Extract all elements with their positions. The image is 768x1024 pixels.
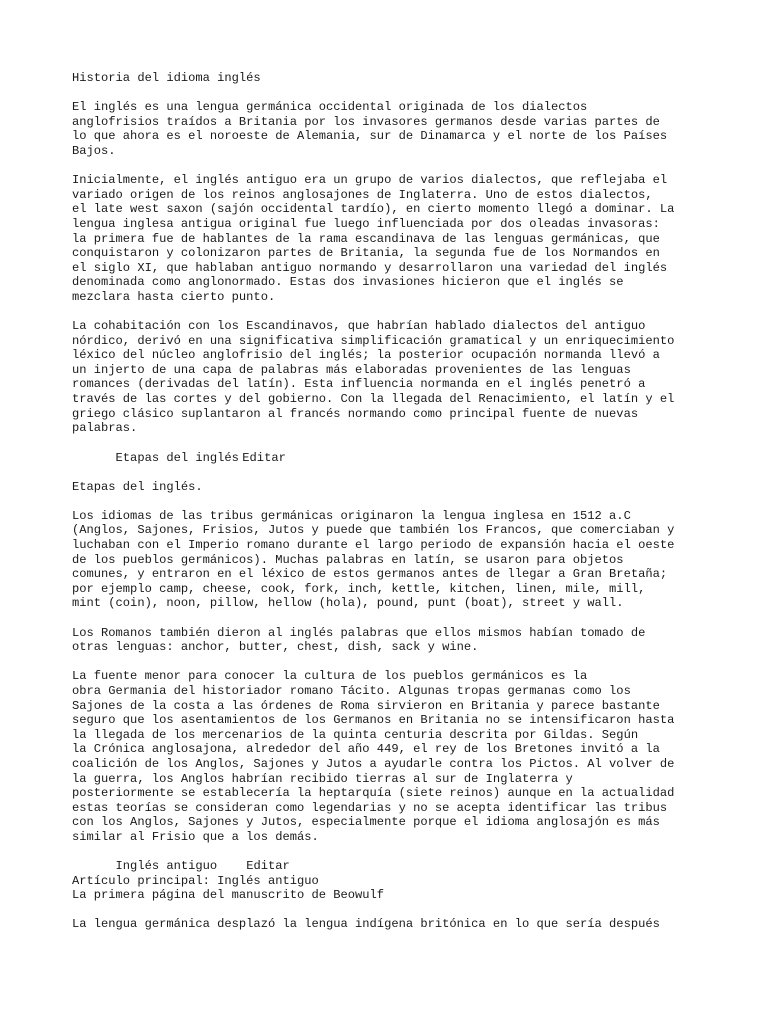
- text-line: nórdico, derivó en una significativa simplificación gramatical y un enriquecimiento: [72, 333, 675, 348]
- text-line: estas teorías se consideran como legendarias y no se acepta identificar las tribus: [72, 800, 668, 815]
- text-line: Inicialmente, el inglés antiguo era un grupo de varios dialectos, que reflejaba el: [72, 173, 668, 188]
- text-line: La cohabitación con los Escandinavos, que habrían hablado dialectos del antiguo: [72, 319, 646, 334]
- section-ingles-antiguo: [72, 859, 762, 903]
- paragraph-1: [72, 100, 762, 158]
- text-line: (Anglos, Sajones, Frisios, Jutos y puede que también los Francos, que comerciaban y: [72, 523, 675, 538]
- paragraph-3: [72, 319, 762, 436]
- text-line: el late west saxon (sajón occidental tardío), en cierto momento llegó a dominar. La: [72, 202, 675, 217]
- edit-link[interactable]: Editar: [242, 451, 286, 466]
- image-caption: La primera página del manuscrito de Beowulf: [72, 888, 385, 903]
- text-line: obra Germania del historiador romano Tácito. Algunas tropas germanas como los: [72, 683, 631, 698]
- text-line: la guerra, los Anglos habrían recibido tierras al sur de Inglaterra y: [72, 771, 573, 786]
- text-line: mint (coin), noon, pillow, hellow (hola), pound, punt (boat), street y wall.: [72, 596, 624, 611]
- text-line: denominada como anglonormado. Estas dos invasiones hicieron que el inglés se: [72, 275, 624, 290]
- text-line: un injerto de una capa de palabras más elaboradas provenientes de las lenguas: [72, 362, 631, 377]
- text-line: griego clásico suplantaron al francés normando como principal fuente de nuevas: [72, 406, 639, 421]
- text-line: posteriormente se establecería la heptarquía (siete reinos) aunque en la actualidad: [72, 786, 675, 801]
- text-line: palabras.: [72, 421, 138, 436]
- paragraph-6: [72, 669, 762, 844]
- text-line: variado origen de los reinos anglosajones de Inglaterra. Uno de estos dialectos,: [72, 187, 653, 202]
- document-title: Historia del idioma inglés: [72, 71, 261, 85]
- text-line: Sajones de la costa a las órdenes de Roma sirvieron en Britania y parece bastante: [72, 698, 660, 713]
- text-line: con los Anglos, Sajones y Jutos, especialmente porque el idioma anglosajón es más: [72, 815, 660, 830]
- text-line: lengua inglesa antigua original fue luego influenciada por dos oleadas invasoras:: [72, 216, 660, 231]
- text-line: El inglés es una lengua germánica occidental originada de los dialectos: [72, 100, 588, 115]
- text-line: el siglo XI, que hablaban antiguo normando y desarrollaron una variedad del inglés: [72, 260, 668, 275]
- text-line: conquistaron y colonizaron partes de Britania, la segunda fue de los Normandos en: [72, 246, 660, 261]
- edit-link[interactable]: Editar: [246, 859, 290, 874]
- text-line: Bajos.: [72, 143, 116, 158]
- section-subheading: Etapas del inglés.: [72, 479, 203, 494]
- paragraph-4: [72, 509, 762, 611]
- text-line: luchaban con el Imperio romano durante el largo periodo de expansión hacia el oeste: [72, 538, 675, 552]
- text-line: través de las cortes y del gobierno. Con la llegada del Renacimiento, el latín y el: [72, 392, 675, 407]
- section-heading-text: Etapas del inglés: [72, 451, 239, 466]
- text-line: seguro que los asentamientos de los Germanos en Britania no se intensificaron hasta: [72, 713, 675, 728]
- section-heading-text: Inglés antiguo: [72, 859, 218, 874]
- main-article-link[interactable]: Artículo principal: Inglés antiguo: [72, 873, 319, 888]
- text-line: comunes, y entraron en el léxico de estos germanos antes de llegar a Gran Bretaña;: [72, 567, 668, 582]
- text-line: anglofrisios traídos a Britania por los invasores germanos desde varias partes de: [72, 114, 660, 129]
- text-line: lo que ahora es el noroeste de Alemania, sur de Dinamarca y el norte de los Países: [72, 129, 668, 144]
- section-heading-etapas: [72, 450, 762, 465]
- text-line: romances (derivadas del latín). Esta influencia normanda en el inglés penetró a: [72, 377, 646, 392]
- paragraph-2: [72, 173, 762, 304]
- text-line: La lengua germánica desplazó la lengua indígena britónica en lo que sería después: [72, 917, 660, 932]
- text-line: léxico del núcleo anglofrisio del inglés; la posterior ocupación normanda llevó a: [72, 348, 660, 363]
- document-page: [72, 71, 762, 932]
- text-line: Los Romanos también dieron al inglés palabras que ellos mismos habían tomado de: [72, 625, 646, 640]
- text-line: la Crónica anglosajona, alrededor del año 449, el rey de los Bretones invitó a la: [72, 742, 660, 757]
- text-line: similar al Frisio que a los demás.: [72, 829, 319, 844]
- text-line: mezclara hasta cierto punto.: [72, 289, 276, 304]
- text-line: otras lenguas: anchor, butter, chest, dish, sack y wine.: [72, 640, 479, 655]
- paragraph-5: [72, 626, 762, 655]
- section-heading-ingles-antiguo: [72, 859, 762, 874]
- text-line: la primera fue de hablantes de la rama escandinava de las lenguas germánicas, que: [72, 231, 660, 246]
- text-line: coalición de los Anglos, Sajones y Jutos a ayudarle contra los Pictos. Al volver de: [72, 756, 675, 771]
- text-line: por ejemplo camp, cheese, cook, fork, inch, kettle, kitchen, linen, mile, mill,: [72, 581, 646, 596]
- text-line: de los pueblos germánicos). Muchas palabras en latín, se usaron para objetos: [72, 552, 624, 567]
- text-line: Los idiomas de las tribus germánicas originaron la lengua inglesa en 1512 a.C: [72, 508, 631, 523]
- text-line: La fuente menor para conocer la cultura de los pueblos germánicos es la: [72, 669, 588, 684]
- text-line: la llegada de los mercenarios de la quinta centuria descrita por Gildas. Según: [72, 727, 639, 742]
